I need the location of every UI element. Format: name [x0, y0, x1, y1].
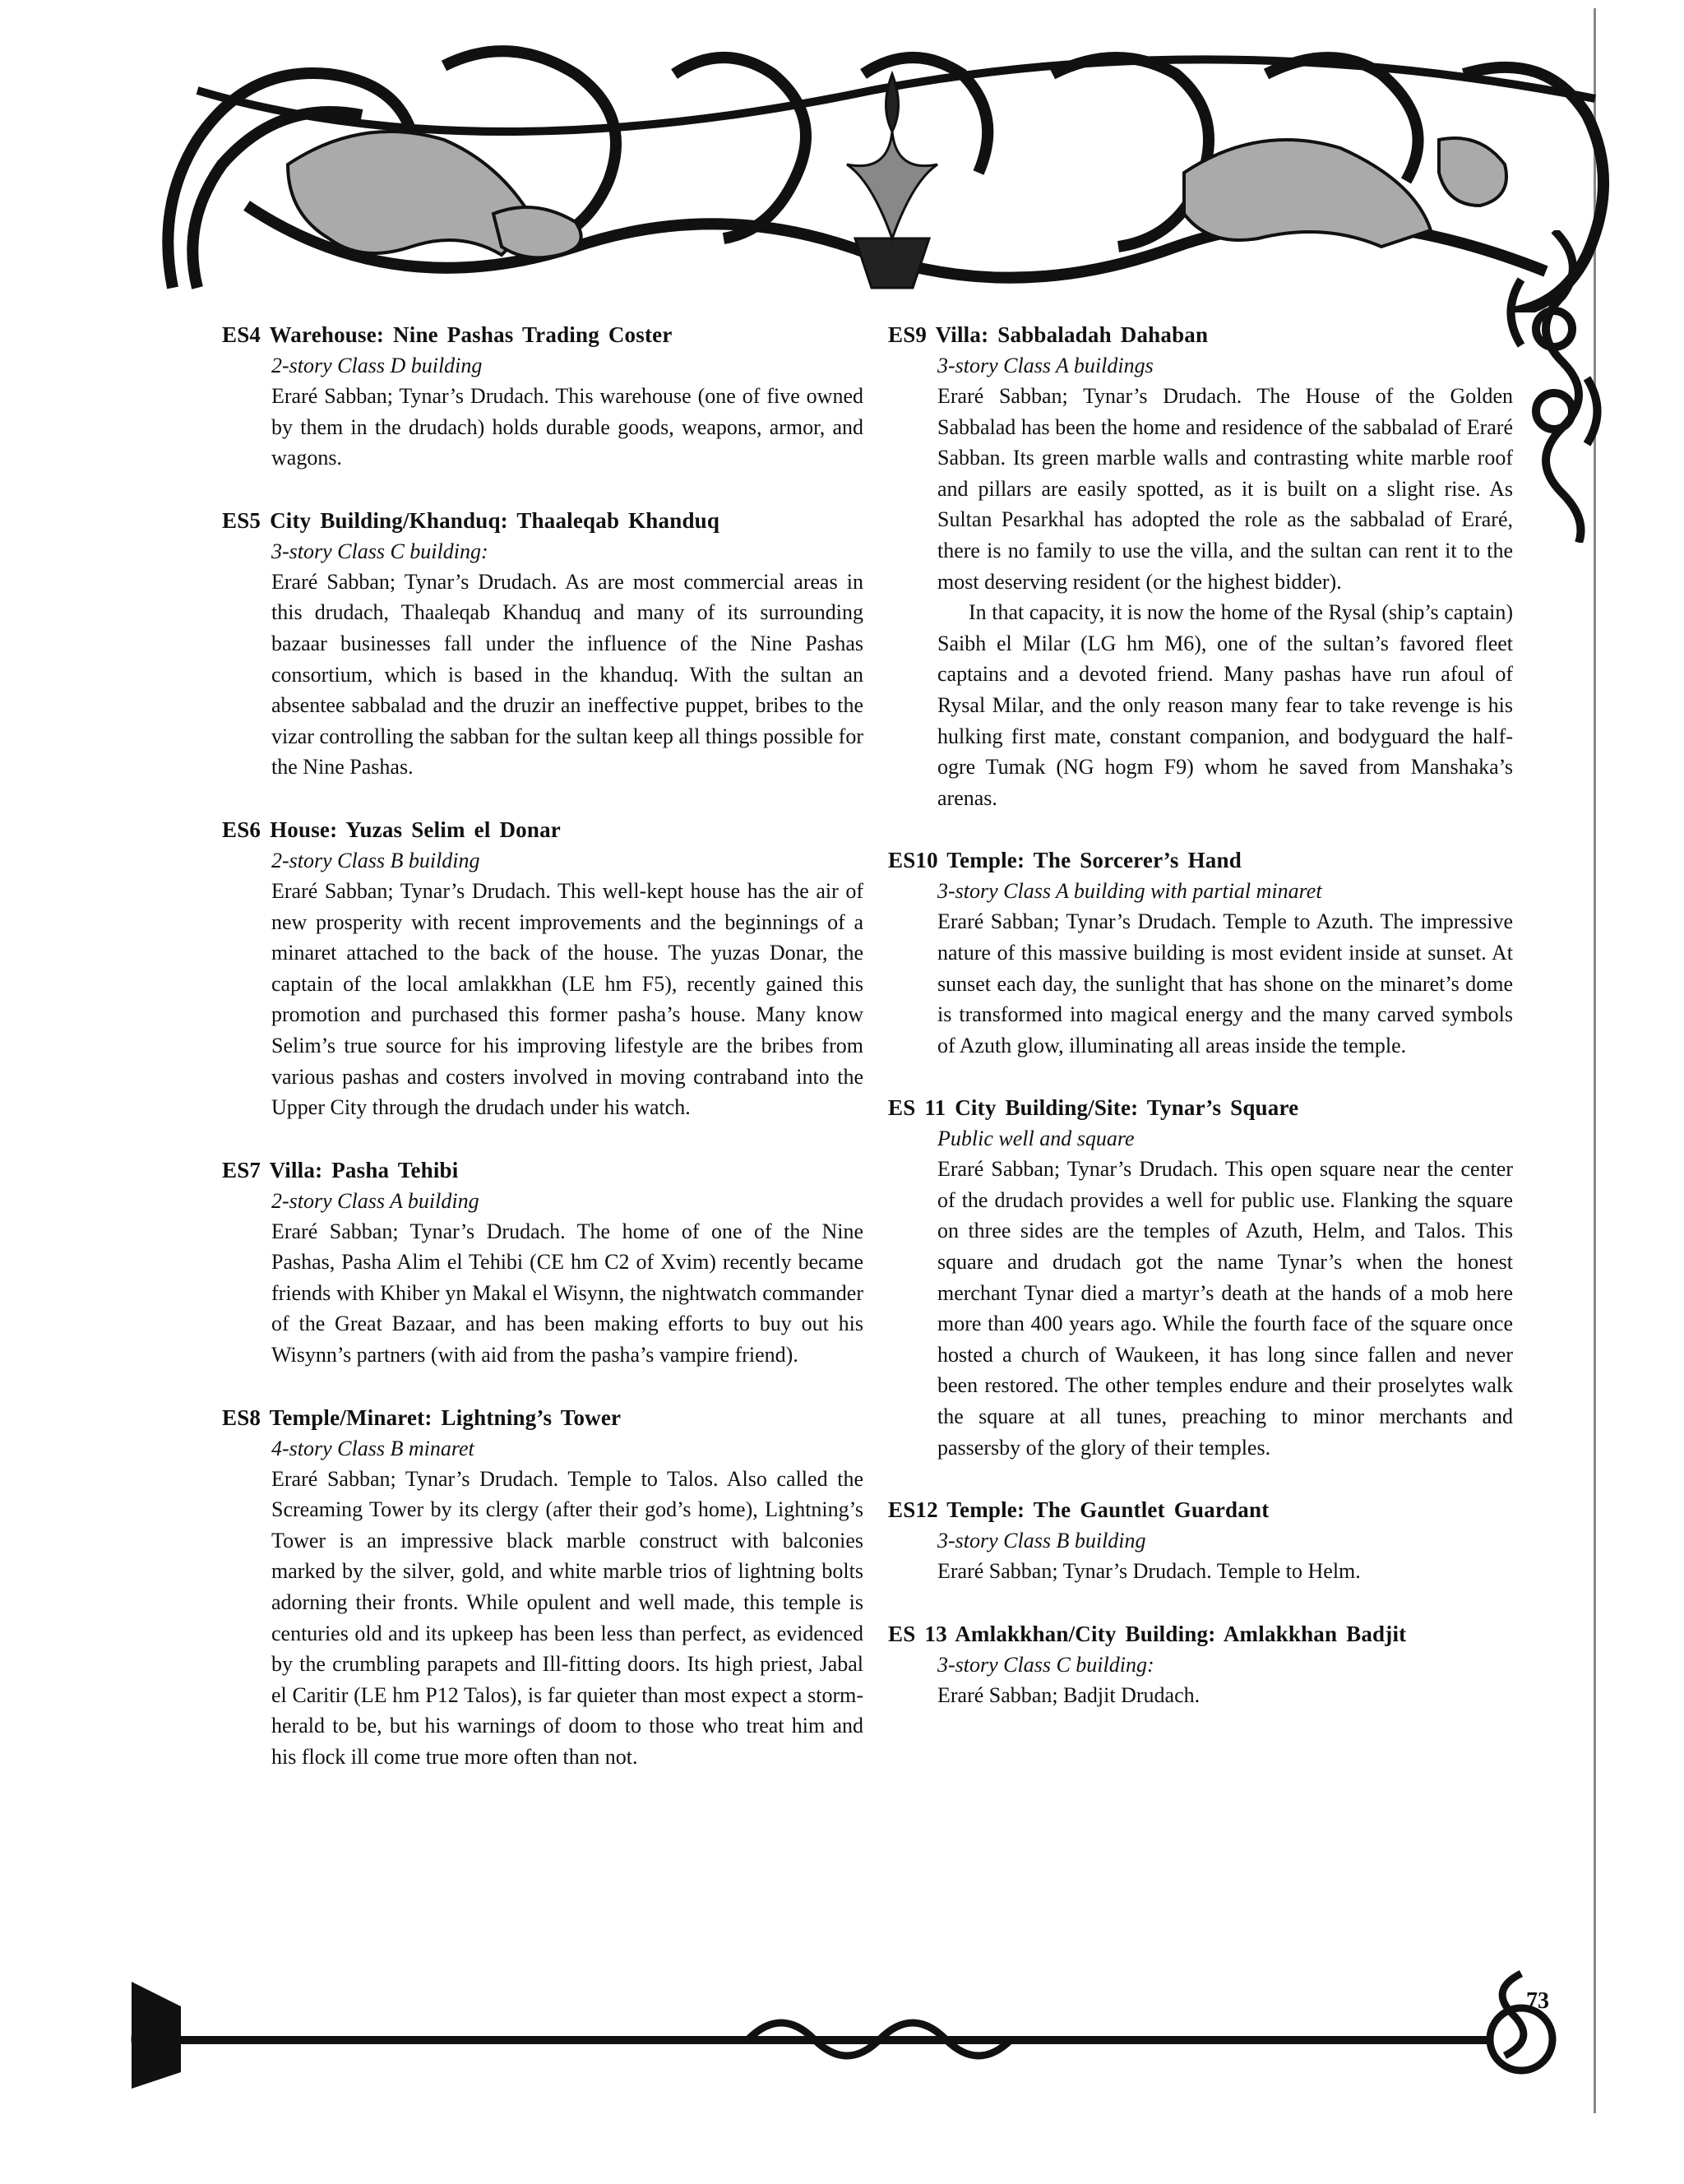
entry-body: Eraré Sabban; Tynar’s Drudach. This open square near the center of the drudach provides a well for public use. Flanking the square on three sides are the temples of Azuth, Helm, and Talos. This square and drudach got the name Tynar’s when the honest merchant Tynar died a martyr’s death at the hands of a mob here more than 400 years ago. While the fourth face of the square once hosted a church of Waukeen, it has long since fallen and never been restored. The other temples endure and their proselytes walk the square at all tunes, preaching to minor merchants and passersby of the glory of their temples. — [937, 1157, 1513, 1460]
entry-subtitle: 3-story Class C building: — [937, 1652, 1154, 1677]
entry-subtitle: 3-story Class B building — [937, 1529, 1146, 1553]
entry-body: Eraré Sabban; Tynar’s Drudach. This warehouse (one of five owned by them in the drudach) holds durable goods, weapons, armor, and wagons. — [271, 384, 863, 470]
entry-es9 — [888, 319, 1513, 813]
entry-es11 — [888, 1092, 1513, 1463]
entry-body: Eraré Sabban; Badjit Drudach. — [937, 1682, 1201, 1707]
entry-title: ES9 Villa: Sabbaladah Dahaban — [888, 322, 1209, 347]
entry-title: ES6 House: Yuzas Selim el Donar — [222, 817, 561, 842]
entry-es4 — [222, 319, 863, 474]
entry-es6 — [222, 814, 863, 1123]
entry-es5 — [222, 505, 863, 783]
page-number: 73 — [1526, 1988, 1549, 2014]
entry-subtitle: 3-story Class C building: — [271, 539, 488, 563]
entry-title: ES5 City Building/Khanduq: Thaaleqab Khanduq — [222, 507, 720, 533]
entry-title: ES4 Warehouse: Nine Pashas Trading Coster — [222, 322, 673, 347]
entry-title: ES 11 City Building/Site: Tynar’s Square — [888, 1095, 1299, 1121]
entry-body: Eraré Sabban; Tynar’s Drudach. Temple to Helm. — [937, 1559, 1361, 1584]
celtic-knotwork-header-border — [148, 41, 1620, 312]
entry-body: In that capacity, it is now the home of the Rysal (ship’s captain) Saibh el Milar (LG hm M6), one of the sultan’s favored fleet captains and a devoted friend. Many pashas have run afoul of Rysal Milar, and the only reason many fear to take revenge is his hulking first mate, constant companion, and bodyguard the halfogre Tumak (NG hogm F9) whom he saved from Manshaka’s arenas. — [937, 600, 1513, 810]
left-column — [222, 319, 863, 1804]
entry-subtitle: 3-story Class A building with partial minaret — [937, 879, 1322, 904]
entry-subtitle: Public well and square — [937, 1127, 1135, 1151]
ornamental-footer-border — [123, 1957, 1595, 2089]
side-vine-ornament — [1505, 230, 1603, 543]
entry-title: ES 13 Amlakkhan/City Building: Amlakkhan Badjit — [888, 1621, 1407, 1646]
entry-body: Eraré Sabban; Tynar’s Drudach. As are most commercial areas in this drudach, Thaaleqab Khanduq and many of its surrounding bazaar businesses fall under the influence of the Nine Pashas consortium, which is based in the khanduq. With the sultan an absentee sabbalad and the druzir an ineffective puppet, bribes to the vizar controlling the sabban for the sultan keep all things possible for the Nine Pashas. — [271, 569, 863, 780]
right-column — [888, 319, 1513, 1742]
entry-body: Eraré Sabban; Tynar’s Drudach. This well-kept house has the air of new prosperity with recent improvements and the beginnings of a minaret attached to the back of the house. The yuzas Donar, the captain of the local amlakkhan (LE hm F5), recently gained this promotion and purchased this former pasha’s house. Many know Selim’s true source for his improving lifestyle are the bribes from various pashas and costers involved in moving contraband into the Upper City through the drudach under his watch. — [271, 878, 863, 1120]
entry-title: ES7 Villa: Pasha Tehibi — [222, 1157, 459, 1182]
entry-title: ES10 Temple: The Sorcerer’s Hand — [888, 848, 1242, 873]
entry-subtitle: 4-story Class B minaret — [271, 1436, 474, 1460]
entry-subtitle: 2-story Class D building — [271, 354, 483, 377]
entry-subtitle: 3-story Class A buildings — [937, 354, 1154, 377]
entry-es10 — [888, 844, 1513, 1061]
entry-es8 — [222, 1402, 863, 1773]
entry-es12 — [888, 1494, 1513, 1587]
entry-es13 — [888, 1618, 1513, 1711]
entry-body: Eraré Sabban; Tynar’s Drudach. The home of one of the Nine Pashas, Pasha Alim el Tehibi (CE hm C2 of Xvim) recently became friends with Khiber yn Makal el Wisynn, the nightwatch commander of the Great Bazaar, and has been making efforts to buy out his Wisynn’s partners (with aid from the pasha’s vampire friend). — [271, 1219, 863, 1367]
entry-subtitle: 2-story Class B building — [271, 848, 480, 872]
entry-body: Eraré Sabban; Tynar’s Drudach. The House of the Golden Sabbalad has been the home and residence of the sabbalad of Eraré Sabban. Its green marble walls and contrasting white marble roof and pillars are easily spotted, as it is built on a slight rise. As Sultan Pesarkhal has adopted the role as the sabbalad of Eraré, there is no family to use the villa, and the sultan can rent it to the most deserving resident (or the highest bidder). — [937, 384, 1513, 594]
entry-body: Eraré Sabban; Tynar’s Drudach. Temple to Talos. Also called the Screaming Tower by its clergy (after their god’s home), Lightning’s Tower is an impressive black marble construct with balconies marked by the silver, gold, and white marble trios of lightning bolts adorning their fronts. While opulent and well made, this temple is centuries old and its upkeep has been less than perfect, as evidenced by the crumbling parapets and Ill-fitting doors. Its high priest, Jabal el Caritir (LE hm P12 Talos), is far quieter than most expect a storm-herald to be, but his warnings of doom to those who treat him and his flock ill come true more often than not. — [271, 1466, 863, 1769]
entry-subtitle: 2-story Class A building — [271, 1188, 479, 1213]
entry-title: ES8 Temple/Minaret: Lightning’s Tower — [222, 1404, 622, 1430]
entry-es7 — [222, 1154, 863, 1371]
entry-body: Eraré Sabban; Tynar’s Drudach. Temple to Azuth. The impressive nature of this massive building is most evident inside at sunset. At sunset each day, the sunlight that has shone on the minaret’s dome is transformed into magical energy and the many carved symbols of Azuth glow, illuminating all areas inside the temple. — [937, 909, 1513, 1057]
entry-title: ES12 Temple: The Gauntlet Guardant — [888, 1497, 1270, 1523]
